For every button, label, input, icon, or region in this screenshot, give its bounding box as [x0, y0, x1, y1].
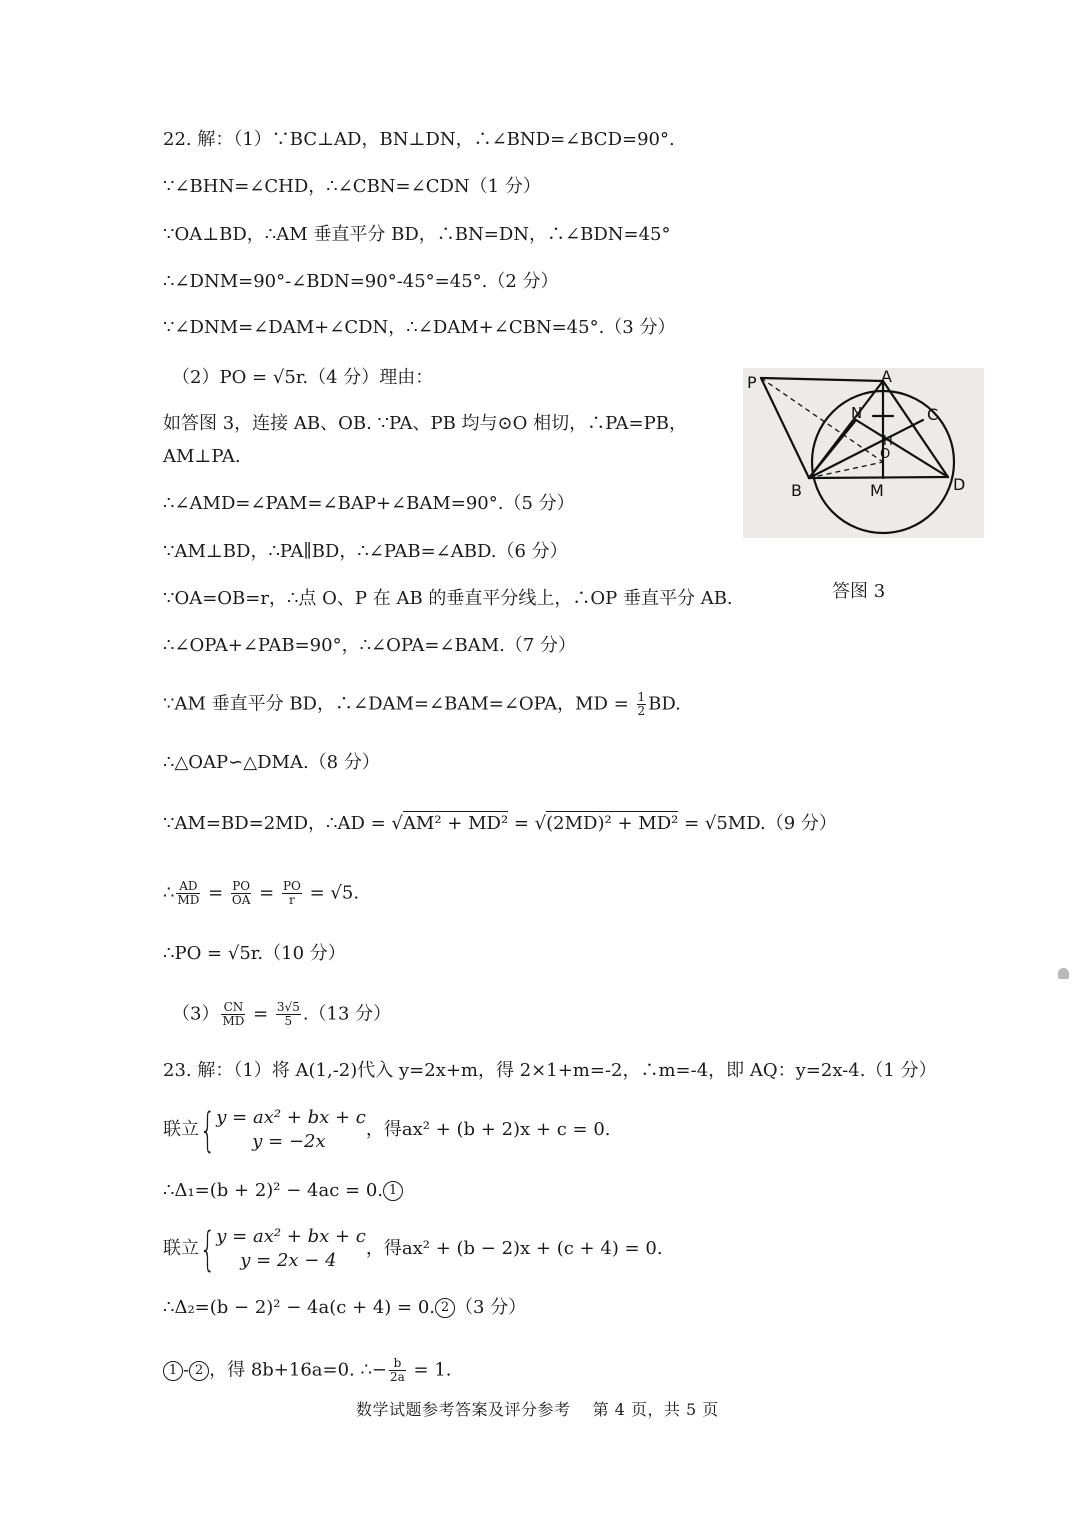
- scroll-indicator[interactable]: [1058, 968, 1069, 979]
- delta-1-text: ∴Δ₁=(b + 2)² − 4ac = 0.: [163, 1180, 383, 1201]
- label-o: O: [880, 447, 891, 462]
- fraction-numerator: b: [389, 1357, 406, 1371]
- system-result: ，得ax² + (b − 2)x + (c + 4) = 0.: [365, 1238, 663, 1259]
- equation-2: y = −2x: [252, 1131, 326, 1152]
- segment-ad: [883, 381, 948, 477]
- page-footer: 数学试题参考答案及评分参考 第 4 页，共 5 页: [356, 1400, 719, 1419]
- label-d: D: [953, 475, 966, 494]
- fraction-denominator: 2: [637, 704, 646, 718]
- geometry-diagram: [743, 368, 984, 538]
- label-n: N: [851, 404, 863, 422]
- fraction-numerator: 1: [637, 690, 646, 704]
- q22-part2-line-3: ∴∠AMD=∠PAM=∠BAP+∠BAM=90°.（5 分）: [163, 493, 575, 514]
- fraction-numerator: PO: [232, 879, 251, 893]
- q22-part2-heading: （2）PO = √5r.（4 分）理由：: [172, 367, 434, 388]
- q22-line-4: ∴∠DNM=90°-∠BDN=90°-45°=45°.（2 分）: [163, 271, 559, 292]
- label-c: C: [927, 405, 939, 424]
- segment-pb: [761, 378, 809, 478]
- figure-caption: 答图 3: [832, 581, 886, 602]
- segment-bc: [809, 420, 923, 478]
- fraction-denominator: MD: [222, 1014, 245, 1028]
- q22-part2-line-2: AM⊥PA.: [163, 446, 241, 467]
- fraction-numerator: CN: [221, 1001, 245, 1015]
- q22-part2-line-5: ∵OA=OB=r，∴点 O、P 在 AB 的垂直平分线上，∴OP 垂直平分 AB.: [163, 588, 733, 609]
- fraction-po-oa: [231, 880, 252, 907]
- q22-part2-line-10: ∴ $\frac{AD}{MD}$ = $\frac{PO}{OA}$ = $\frac{PO}{r}$ = √5.: [163, 879, 360, 907]
- left-brace-icon: {: [199, 1103, 216, 1157]
- equation-1: y = ax² + bx + c: [216, 1107, 366, 1128]
- q22-line-1: 22. 解：（1）∵BC⊥AD，BN⊥DN，∴∠BND=∠BCD=90°.: [163, 129, 675, 150]
- line7-text: ∵AM 垂直平分 BD，∴∠DAM=∠BAM=∠OPA，MD =: [163, 693, 635, 715]
- system-result: ，得ax² + (b + 2)x + c = 0.: [365, 1119, 611, 1140]
- q22-part2-line-6: ∴∠OPA+∠PAB=90°，∴∠OPA=∠BAM.（7 分）: [163, 635, 577, 656]
- q22-line-5: ∵∠DNM=∠DAM+∠CDN，∴∠DAM+∠CBN=45°.（3 分）: [163, 317, 676, 338]
- q23-delta-2: [163, 1296, 526, 1320]
- minus-sign: -: [183, 1359, 190, 1381]
- last-line-text: ，得 8b+16a=0. ∴−: [209, 1359, 388, 1381]
- fraction-numerator: PO: [282, 879, 301, 893]
- q22-part2-line-8: ∴△OAP∽△DMA.（8 分）: [163, 752, 380, 773]
- half-fraction: [637, 691, 647, 718]
- part3-prefix: （3）: [172, 1003, 220, 1025]
- fraction-denominator: 2a: [390, 1370, 405, 1384]
- line7-tail: BD.: [648, 693, 681, 715]
- line9-text-c: = √5MD.（9 分）: [678, 813, 837, 834]
- q23-last-line: [163, 1357, 452, 1384]
- fraction-numerator: 3√5: [276, 1000, 300, 1014]
- radicand-1: AM² + MD²: [402, 813, 509, 834]
- segment-pa: [761, 378, 883, 381]
- fraction-denominator: MD: [177, 893, 200, 907]
- q22-part2-line-1: 如答图 3，连接 AB、OB. ∵PA、PB 均与⊙O 相切，∴PA=PB，: [163, 413, 687, 434]
- q22-part3: （3） $\frac{CN}{MD}$ = $\frac{3√5}{5}$ .（13 分）: [172, 1000, 392, 1028]
- part3-tail: .（13 分）: [302, 1003, 392, 1025]
- fraction-ad-md: [176, 880, 200, 907]
- q22-part2-line-4: ∵AM⊥BD，∴PA∥BD，∴∠PAB=∠ABD.（6 分）: [163, 541, 568, 562]
- fraction-cn-md: [221, 1001, 245, 1028]
- fraction-b-2a: [389, 1357, 406, 1384]
- fraction-numerator: AD: [176, 880, 200, 894]
- fraction-result: [276, 1001, 301, 1028]
- delta-2-score: （3 分）: [455, 1297, 527, 1318]
- q22-line-2: ∵∠BHN=∠CHD，∴∠CBN=∠CDN（1 分）: [163, 176, 541, 197]
- equation-system: [216, 1106, 366, 1154]
- fraction-po-r: [282, 880, 302, 907]
- circled-number-1: 1: [383, 1181, 403, 1201]
- q23-system-2: [163, 1222, 663, 1276]
- line9-text-b: = √: [508, 813, 547, 834]
- q23-line-1: 23. 解：（1）将 A(1,-2)代入 y=2x+m，得 2×1+m=-2，∴m=-4，即 AQ：y=2x-4.（1 分）: [163, 1060, 937, 1081]
- label-a: A: [881, 368, 892, 386]
- label-h: H: [883, 434, 893, 449]
- label-b: B: [791, 481, 802, 500]
- line9-text-a: ∵AM=BD=2MD，∴AD = √: [163, 813, 403, 834]
- equation-2: y = 2x − 4: [240, 1250, 337, 1271]
- label-m: M: [870, 481, 884, 500]
- fraction-denominator: 5: [284, 1014, 293, 1028]
- radicand-2: (2MD)² + MD²: [546, 813, 679, 834]
- segment-nd: [856, 420, 948, 477]
- equation-1: y = ax² + bx + c: [216, 1226, 366, 1247]
- segment-bd: [809, 477, 948, 478]
- label-p: P: [747, 373, 757, 392]
- left-brace-icon: {: [199, 1222, 216, 1276]
- line10-prefix: ∴: [163, 882, 175, 904]
- q22-line-3: ∵OA⊥BD，∴AM 垂直平分 BD，∴BN=DN，∴∠BDN=45°: [163, 224, 671, 245]
- q23-delta-1: [163, 1179, 403, 1203]
- last-line-tail: = 1.: [407, 1359, 452, 1381]
- circled-number-1: 1: [163, 1361, 183, 1381]
- q22-part2-line-9: [163, 812, 837, 836]
- fraction-denominator: r: [289, 893, 295, 907]
- answer-figure-3: [743, 368, 984, 538]
- system-label: 联立: [163, 1238, 199, 1259]
- q23-system-1: [163, 1103, 611, 1157]
- circled-number-2: 2: [435, 1298, 455, 1318]
- fraction-denominator: OA: [231, 893, 251, 907]
- q22-part2-line-7: [163, 691, 681, 718]
- circled-number-2: 2: [189, 1361, 209, 1381]
- q22-part2-line-11: ∴PO = √5r.（10 分）: [163, 943, 346, 964]
- line10-tail: = √5.: [303, 882, 360, 904]
- system-label: 联立: [163, 1119, 199, 1140]
- delta-2-text: ∴Δ₂=(b − 2)² − 4a(c + 4) = 0.: [163, 1297, 436, 1318]
- equation-system: [216, 1225, 366, 1273]
